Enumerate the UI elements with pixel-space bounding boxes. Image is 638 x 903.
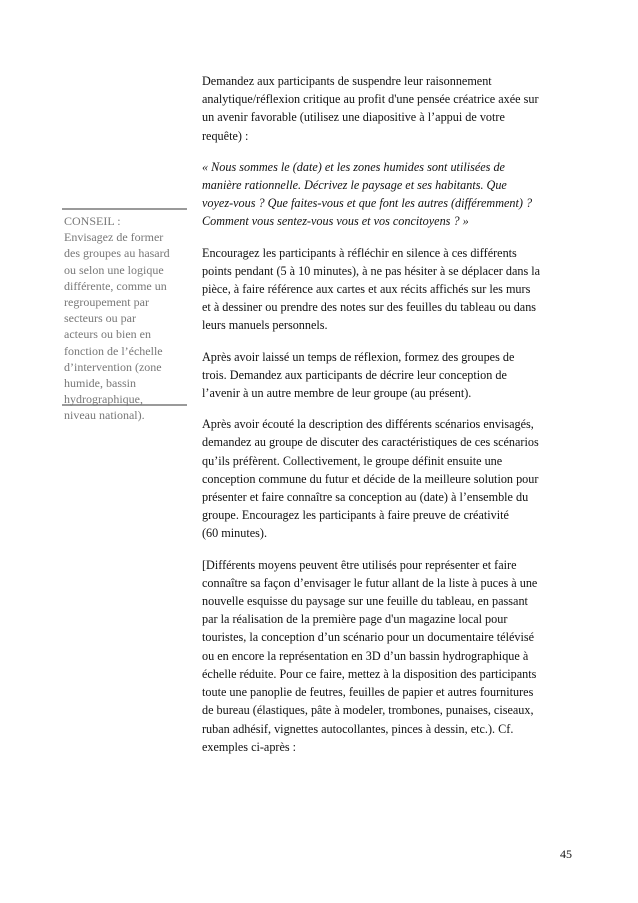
page-number: 45 (560, 847, 572, 861)
tip-text: CONSEIL : Envisagez de former des groupes au hasard ou selon une logique différente, comme un regroupement par secteurs ou par acteurs ou bien en fonction de l’échelle d’intervention (zone humide, bassin hydrographique, niveau national). (64, 214, 170, 423)
tip-sidebar-box (62, 208, 187, 423)
paragraph-means: [Différents moyens peuvent être utilisés pour représenter et faire connaître sa façon d’envisager le futur allant de la liste à puces à une nouvelle esquisse du paysage sur une feuille du tableau, en passant par la réalisation de la première page d'un magazine local pour touristes, la conception d’un scénario pour un documentaire télévisé ou en encore la représentation en 3D d’un bassin hydrographique à échelle réduite. Pour ce faire, mettez à la disposition des participants toute une panoplie de feutres, feuilles de papier et autres fournitures de bureau (élastiques, pâte à modeler, trombones, punaises, ciseaux, ruban adhésif, vignettes autocollantes, pinces à dessin, etc.). Cf. exemples ci-après : (202, 557, 538, 754)
paragraph-groups: Après avoir laissé un temps de réflexion, formez des groupes de trois. Demandez aux participants de décrire leur conception de l’avenir à un autre membre de leur groupe (au présent). (202, 349, 515, 401)
paragraph-reflection: Encouragez les participants à réfléchir en silence à ces différents points pendant (5 à 10 minutes), à ne pas hésiter à se déplacer dans la pièce, à faire référence aux cartes et aux récits affichés sur les murs et à dessiner ou prendre des notes sur des feuilles du tableau ou dans leurs manuels personnels. (202, 245, 541, 333)
paragraph-prompt-quote: « Nous sommes le (date) et les zones humides sont utilisées de manière rationnelle. Décrivez le paysage et ses habitants. Que voyez-vous ? Que faites-vous et que font les autres (différemment) ? Comment vous sentez-vous vous et vos concitoyens ? » (202, 159, 533, 229)
main-text-column (202, 72, 580, 769)
paragraph-instructions: Demandez aux participants de suspendre leur raisonnement analytique/réflexion critique au profit d'une pensée créatrice axée sur un avenir favorable (utilisez une diapositive à l’appui de votre requête) : (202, 74, 539, 143)
paragraph-scenarios: Après avoir écouté la description des différents scénarios envisagés, demandez au groupe de discuter des caractéristiques de ces scénarios qu’ils préfèrent. Collectivement, le groupe définit ensuite une conception commune du futur et décide de la meilleure solution pour présenter et faire connaître sa conception au (date) à l’ensemble du groupe. Encouragez les participants à faire preuve de créativité (60 minutes). (202, 417, 539, 541)
